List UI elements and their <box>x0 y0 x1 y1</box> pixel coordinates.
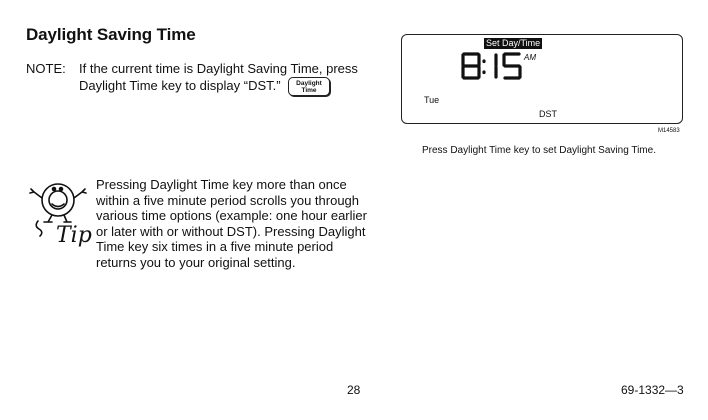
tip-text: Pressing Daylight Time key more than once within a five minute period scrolls you through various time options (example: one hour earlier or later with or without DST). Pressing Daylight Time key six times in a five minute period returns you to your original setting. <box>96 177 367 270</box>
tip-mascot-icon <box>24 176 94 248</box>
page-title: Daylight Saving Time <box>26 25 196 44</box>
daylight-time-key-icon <box>288 77 330 96</box>
segment-digits <box>460 51 524 81</box>
tip-label <box>24 176 94 248</box>
display-day: Tue <box>424 95 440 105</box>
key-label-line1: Daylight <box>296 80 322 87</box>
key-label-line2: Time <box>301 87 317 94</box>
figure-caption: Press Daylight Time key to set Daylight Saving Time. <box>422 145 656 156</box>
thermostat-display <box>401 34 683 124</box>
display-time <box>460 51 524 86</box>
display-header: Set Day/Time <box>486 38 541 48</box>
display-dst: DST <box>539 109 557 119</box>
figure-code: M14583 <box>658 128 680 134</box>
note-text: If the current time is Daylight Saving Time, press Daylight Time key to display “DST.” <box>79 61 358 93</box>
note-label: NOTE: <box>26 61 66 76</box>
doc-number: 69-1332—3 <box>621 383 684 397</box>
display-ampm: AM <box>524 53 536 62</box>
page-number: 28 <box>347 383 361 397</box>
svg-text:Tip: Tip <box>56 223 92 248</box>
